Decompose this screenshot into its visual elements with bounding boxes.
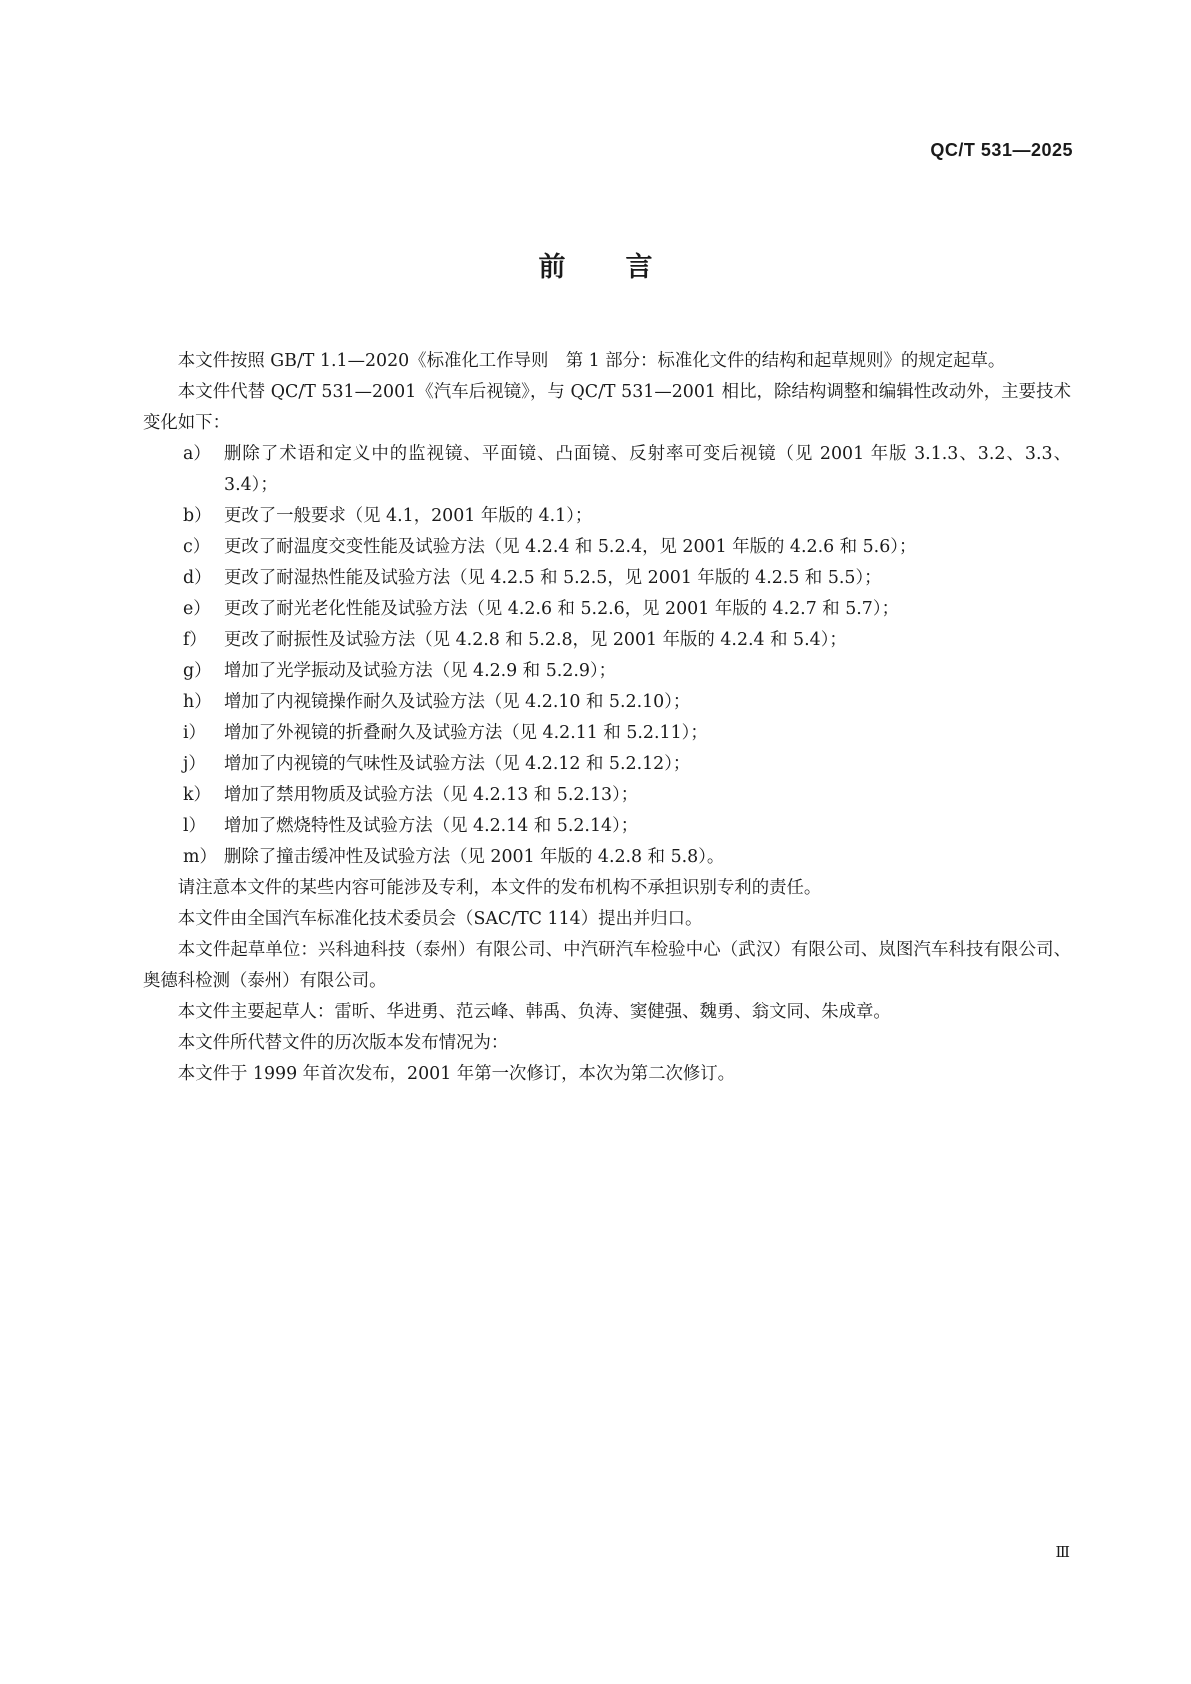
list-item <box>143 656 1071 687</box>
list-item-text: 更改了一般要求（见 4.1，2001 年版的 4.1）； <box>224 506 593 526</box>
paragraph-replacement: 本文件代替 QC/T 531—2001《汽车后视镜》，与 QC/T 531—2001 相比，除结构调整和编辑性改动外，主要技术变化如下： <box>143 382 1071 433</box>
list-marker: b） <box>183 506 212 526</box>
list-item <box>143 687 1071 718</box>
list-marker: h） <box>183 692 212 712</box>
list-marker: k） <box>183 785 211 805</box>
list-item-text: 更改了耐光老化性能及试验方法（见 4.2.6 和 5.2.6，见 2001 年版的 4.2.7 和 5.7）； <box>224 599 899 619</box>
list-item <box>143 501 1071 532</box>
paragraph-drafting-units: 本文件起草单位：兴科迪科技（泰州）有限公司、中汽研汽车检验中心（武汉）有限公司、岚图汽车科技有限公司、奥德科检测（泰州）有限公司。 <box>143 940 1071 991</box>
list-item-text: 增加了禁用物质及试验方法（见 4.2.13 和 5.2.13）； <box>224 785 639 805</box>
paragraph-committee: 本文件由全国汽车标准化技术委员会（SAC/TC 114）提出并归口。 <box>177 909 703 929</box>
document-body <box>143 346 1071 1090</box>
list-item-text: 增加了燃烧特性及试验方法（见 4.2.14 和 5.2.14）； <box>224 816 639 836</box>
list-marker: i） <box>183 723 206 743</box>
list-marker: g） <box>183 661 212 681</box>
list-item <box>143 532 1071 563</box>
list-marker: m） <box>183 847 217 867</box>
paragraph-patent-notice: 请注意本文件的某些内容可能涉及专利，本文件的发布机构不承担识别专利的责任。 <box>177 878 822 898</box>
standard-code: QC/T 531—2025 <box>930 140 1073 160</box>
list-item <box>143 842 1071 873</box>
changes-list <box>143 439 1071 873</box>
list-marker: a） <box>183 444 211 464</box>
list-item <box>143 811 1071 842</box>
list-marker: l） <box>183 816 206 836</box>
paragraph-history: 本文件于 1999 年首次发布，2001 年第一次修订，本次为第二次修订。 <box>177 1064 736 1084</box>
list-item <box>143 749 1071 780</box>
list-marker: j） <box>183 754 206 774</box>
list-item-text: 更改了耐振性及试验方法（见 4.2.8 和 5.2.8，见 2001 年版的 4.2.4 和 5.4）； <box>224 630 847 650</box>
paragraph-history-intro: 本文件所代替文件的历次版本发布情况为： <box>177 1033 509 1053</box>
list-item-text: 删除了术语和定义中的监视镜、平面镜、凸面镜、反射率可变后视镜（见 2001 年版 3.1.3、3.2、3.3、3.4）； <box>224 444 1071 495</box>
list-item-text: 删除了撞击缓冲性及试验方法（见 2001 年版的 4.2.8 和 5.8）。 <box>224 847 725 867</box>
list-item <box>143 594 1071 625</box>
paragraph-drafting-rule: 本文件按照 GB/T 1.1—2020《标准化工作导则 第 1 部分：标准化文件的结构和起草规则》的规定起草。 <box>177 351 1006 371</box>
list-item-text: 更改了耐温度交变性能及试验方法（见 4.2.4 和 5.2.4，见 2001 年版的 4.2.6 和 5.6）； <box>224 537 917 557</box>
list-item <box>143 718 1071 749</box>
page-number: Ⅲ <box>1055 1543 1070 1561</box>
list-item-text: 增加了内视镜操作耐久及试验方法（见 4.2.10 和 5.2.10）； <box>224 692 691 712</box>
page-title: 前言 <box>538 252 713 283</box>
list-marker: c） <box>183 537 211 557</box>
list-item <box>143 439 1071 501</box>
list-item <box>143 625 1071 656</box>
list-item-text: 增加了内视镜的气味性及试验方法（见 4.2.12 和 5.2.12）； <box>224 754 691 774</box>
list-item <box>143 563 1071 594</box>
list-item <box>143 780 1071 811</box>
list-item-text: 增加了光学振动及试验方法（见 4.2.9 和 5.2.9）； <box>224 661 617 681</box>
list-marker: d） <box>183 568 212 588</box>
list-item-text: 更改了耐湿热性能及试验方法（见 4.2.5 和 5.2.5，见 2001 年版的 4.2.5 和 5.5）； <box>224 568 882 588</box>
list-marker: e） <box>183 599 211 619</box>
list-item-text: 增加了外视镜的折叠耐久及试验方法（见 4.2.11 和 5.2.11）； <box>224 723 708 743</box>
paragraph-drafters: 本文件主要起草人：雷昕、华进勇、范云峰、韩禹、负涛、窦健强、魏勇、翁文同、朱成章。 <box>177 1002 891 1022</box>
list-marker: f） <box>183 630 207 650</box>
